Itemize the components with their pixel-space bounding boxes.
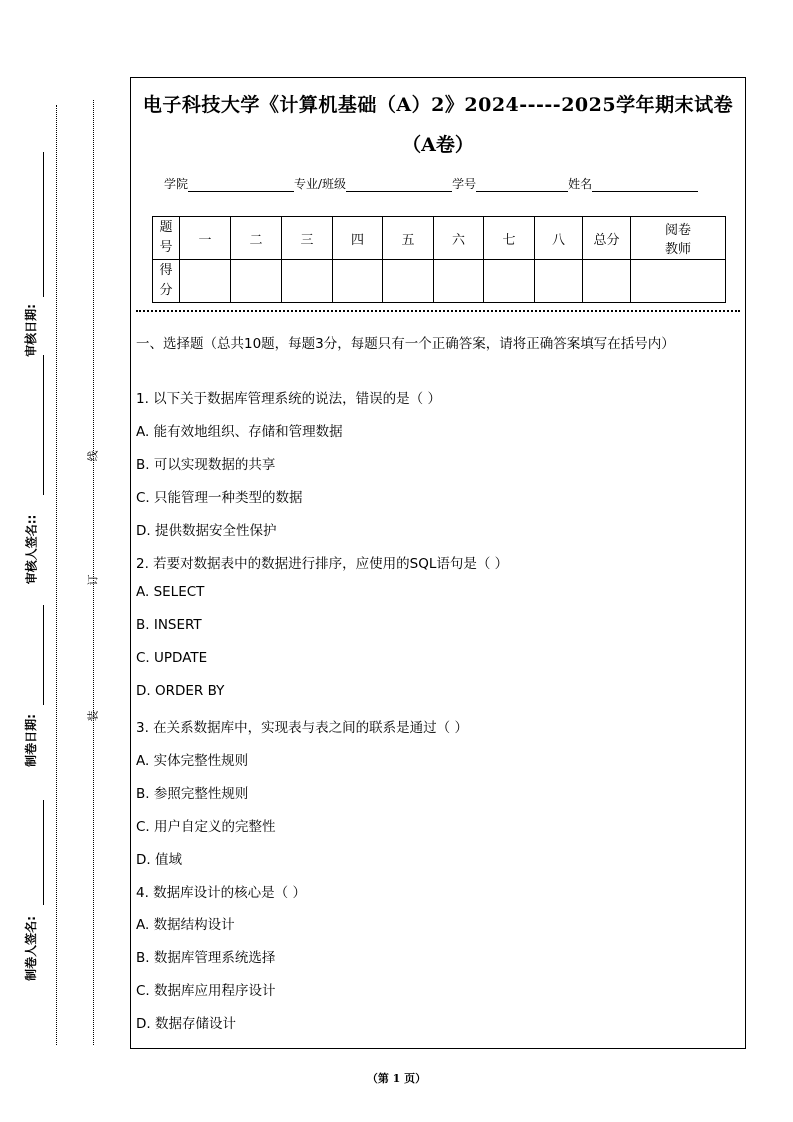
question-stem: 4. 数据库设计的核心是（ ）: [136, 884, 306, 901]
section-1-heading: 一、选择题（总共10题，每题3分，每题只有一个正确答案，请将正确答案填写在括号内）: [136, 336, 675, 352]
margin-dotted-line-inner: [93, 100, 94, 1045]
answer-option: B. 数据库管理系统选择: [136, 950, 276, 967]
answer-option: D. 数据存储设计: [136, 1016, 236, 1033]
answer-option: C. 用户自定义的完整性: [136, 818, 276, 835]
college-label: 学院: [164, 177, 189, 191]
answer-option: A. 数据结构设计: [136, 917, 235, 934]
student-info-row: [164, 175, 698, 192]
answer-option: D. 值域: [136, 851, 182, 868]
reviewer-sign-field[interactable]: [43, 355, 44, 495]
major-input[interactable]: [346, 179, 452, 192]
score-cell-4[interactable]: [333, 260, 383, 303]
student-id-label: 学号: [452, 177, 477, 191]
score-cell-6[interactable]: [434, 260, 484, 303]
score-table: [152, 216, 726, 303]
answer-option: B. 可以实现数据的共享: [136, 456, 276, 473]
bind-char-line: 线: [86, 450, 100, 462]
page-number: （第 1 页）: [366, 1072, 427, 1085]
exam-subtitle: （A卷）: [402, 134, 474, 156]
maker-date-label: 制卷日期:: [23, 714, 38, 767]
question-stem: 1. 以下关于数据库管理系统的说法，错误的是（ ）: [136, 391, 441, 407]
col-header-3: 三: [282, 217, 333, 260]
maker-date-field[interactable]: [43, 605, 44, 705]
score-cell-5[interactable]: [383, 260, 434, 303]
answer-option: C. UPDATE: [136, 650, 208, 667]
answer-option: B. 参照完整性规则: [136, 785, 249, 802]
question-stem: 3. 在关系数据库中，实现表与表之间的联系是通过（ ）: [136, 720, 468, 736]
answer-option: D. 提供数据安全性保护: [136, 522, 277, 539]
reviewer-sign-label: 审核人签名::: [24, 514, 39, 585]
col-header-total: 总分: [583, 217, 631, 260]
answer-option: A. 实体完整性规则: [136, 752, 249, 769]
answer-option: A. SELECT: [136, 584, 205, 601]
reviewer-date-field[interactable]: [43, 152, 44, 297]
name-label: 姓名: [568, 177, 593, 191]
score-cell-total[interactable]: [583, 260, 631, 303]
score-cell-3[interactable]: [282, 260, 333, 303]
margin-dotted-line-outer: [56, 105, 57, 1045]
score-cell-grader[interactable]: [631, 260, 726, 303]
score-cell-8[interactable]: [535, 260, 583, 303]
answer-option: A. 能有效地组织、存储和管理数据: [136, 423, 343, 440]
col-header-8: 八: [535, 217, 583, 260]
answer-option: D. ORDER BY: [136, 683, 225, 700]
col-header-6: 六: [434, 217, 484, 260]
exam-frame: [130, 77, 746, 1049]
reviewer-date-label: 审核日期:: [23, 304, 38, 357]
score-table-header-row: [153, 217, 726, 260]
score-cell-7[interactable]: [484, 260, 535, 303]
major-label: 专业/班级: [294, 177, 347, 191]
section-separator: [136, 310, 740, 312]
col-header-2: 二: [231, 217, 282, 260]
col-header-4: 四: [333, 217, 383, 260]
row-label-score: 得 分: [153, 260, 180, 303]
maker-sign-label: 制卷人签名:: [23, 916, 38, 981]
name-input[interactable]: [592, 179, 698, 192]
bind-char-ding: 订: [86, 574, 100, 586]
col-header-5: 五: [383, 217, 434, 260]
row-label-question-no: 题 号: [153, 217, 180, 260]
maker-sign-field[interactable]: [43, 800, 44, 905]
exam-title: 电子科技大学《计算机基础（A）2》2024-----2025学年期末试卷: [142, 94, 734, 116]
student-id-input[interactable]: [476, 179, 568, 192]
college-input[interactable]: [188, 179, 294, 192]
col-header-1: 一: [180, 217, 231, 260]
score-table-score-row: [153, 260, 726, 303]
col-header-grader: 阅卷 教师: [631, 217, 726, 260]
answer-option: C. 数据库应用程序设计: [136, 983, 276, 1000]
answer-option: C. 只能管理一种类型的数据: [136, 489, 303, 506]
score-cell-2[interactable]: [231, 260, 282, 303]
answer-option: B. INSERT: [136, 617, 202, 634]
bind-char-zhuang: 装: [86, 710, 100, 722]
col-header-7: 七: [484, 217, 535, 260]
score-cell-1[interactable]: [180, 260, 231, 303]
question-stem: 2. 若要对数据表中的数据进行排序，应使用的SQL语句是（ ）: [136, 555, 509, 572]
